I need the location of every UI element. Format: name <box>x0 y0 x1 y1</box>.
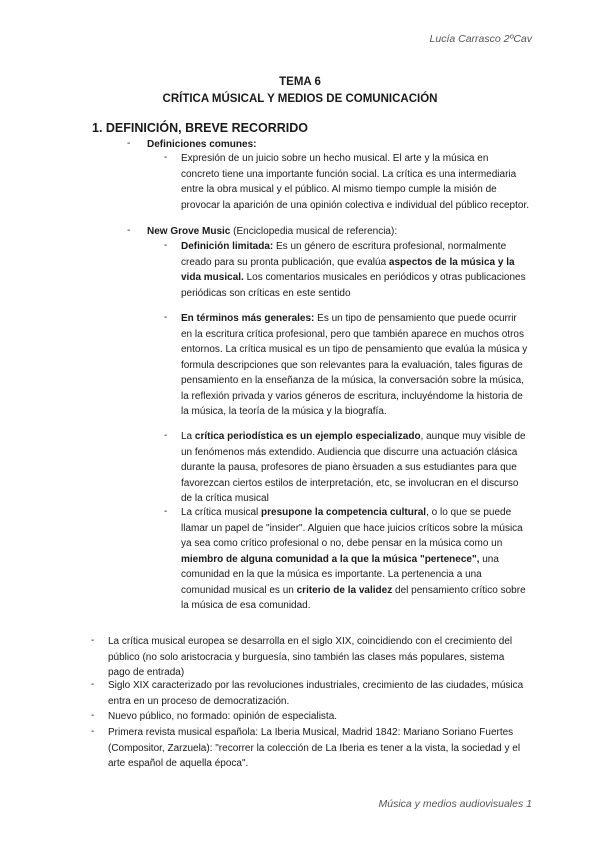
grove-item-4-bold-2: miembro de alguna comunidad a la que la música "pertenece", <box>181 553 480 565</box>
grove-item-1-text-a: Es un género de escritura profesional, normalmente creado para su pronta publicación, que evalúa <box>181 241 507 268</box>
bullet-dash: - <box>164 312 168 323</box>
grove-item-1-text-b: Los comentarios musicales en periódicos y otras publicaciones periódicas son críticas en este sentido <box>181 272 526 299</box>
title-block <box>0 74 600 108</box>
grove-item-3-bold: crítica periodística es un ejemplo especializado <box>194 431 421 442</box>
grove-item-2-bold: En términos más generales: <box>181 313 315 324</box>
grove-item-3-text-a: La <box>181 431 195 442</box>
grove-item-4-text-d: del pensamiento crítico sobre la música de esa comunidad. <box>181 584 526 611</box>
bullet-dash: - <box>91 726 95 737</box>
grove-label: New Grove Music <box>147 226 231 237</box>
bullet-dash: - <box>164 506 168 517</box>
grove-item-4-bold: presupone la competencia cultural <box>261 507 427 518</box>
bullet-dash: - <box>91 635 95 646</box>
bottom-item-4: Primera revista musical española: La Iberia Musical, Madrid 1842: Mariano Soriano Fuertes (Compositor, Zarzuela): "recorrer la colección de La Iberia es tener a la vista, la sociedad y el arte español de aquella época". <box>108 727 521 769</box>
grove-item-4-text-b: , o lo que se puede llamar un papel de "insider". Alguien que hace juicios críticos sobre la música ya sea como crítico profesional o no, debe pensar en la música como un <box>181 507 523 549</box>
section-heading: 1. DEFINICIÓN, BREVE RECORRIDO <box>92 121 308 135</box>
grove-item-1-bold-2: aspectos de la música y la vida musical. <box>181 256 515 283</box>
grove-item-4 <box>181 505 529 614</box>
grove-item-4-text-c: una comunidad en la que la música es importante. La pertenencia a una comunidad musical es un <box>181 553 499 596</box>
grove-item-2-text: Es un tipo de pensamiento que puede ocurrir en la escritura crítica profesional, pero que también aparece en muchos otros entornos. La crítica musical es un tipo de pensamiento que evalúa la música y formula descripciones que son relevantes para la evaluación, tales figuras de pensamiento en la enseñanza de la música, la conversación sobre la música, la reflexión privada y varios géneros de escritura, incluyéndome la historia de la música, la teoría de la música y la biografía. <box>181 313 528 417</box>
bullet-dash: - <box>164 430 168 441</box>
grove-label-suffix: (Enciclopedia musical de referencia): <box>230 226 398 237</box>
bullet-dash: - <box>91 710 95 721</box>
grove-item-4-text-a: La crítica musical <box>181 507 262 518</box>
title-line-1: TEMA 6 <box>279 76 321 88</box>
grove-item-1-bold: Definición limitada: <box>181 241 274 252</box>
page-footer: Música y medios audiovisuales 1 <box>378 798 532 810</box>
bullet-dash: - <box>127 225 131 236</box>
definiciones-label: Definiciones comunes: <box>147 139 257 150</box>
page-header-author: Lucía Carrasco 2ºCav <box>429 33 532 45</box>
grove-item-1 <box>181 239 529 301</box>
grove-item-3 <box>181 429 529 507</box>
bottom-item-2: Siglo XIX caracterizado por las revoluciones industriales, crecimiento de las ciudades, música entra en un proceso de democratización. <box>108 680 524 707</box>
bottom-item-3: Nuevo público, no formado: opinión de especialista. <box>108 711 338 722</box>
definicion-item: Expresión de un juicio sobre un hecho musical. El arte y la música en concreto tiene una importante función social. La crítica es una intermediaria entre la obra musical y el público. Al mismo tiempo cumple la misión de provocar la aparición de una opinión colectiva e individual del público receptor. <box>181 153 529 211</box>
bullet-dash: - <box>164 240 168 251</box>
grove-item-3-text-b: , aunque muy visible de un fenómenos más extendido. Audiencia que discurre una actuación clásica durante la pausa, profesores de piano èrsuaden a sus estudiantes para que favorezcan ciertos estilos de interpretación, etc, se involucran en el discurso de la crítica musical <box>181 431 526 504</box>
bullet-dash: - <box>127 138 131 149</box>
bottom-item-1: La crítica musical europea se desarrolla en el siglo XIX, coincidiendo con el crecimiento del público (no solo aristocracia y burguesía, sino también las clases más populares, sistema pago de entrada) <box>108 636 513 678</box>
title-line-2: CRÍTICA MÚSICAL Y MEDIOS DE COMUNICACIÓN <box>162 93 438 105</box>
grove-label-line <box>147 224 527 240</box>
grove-item-2 <box>181 311 529 420</box>
bullet-dash: - <box>91 679 95 690</box>
grove-item-4-bold-3: criterio de la validez <box>296 584 393 596</box>
bullet-dash: - <box>164 152 168 163</box>
